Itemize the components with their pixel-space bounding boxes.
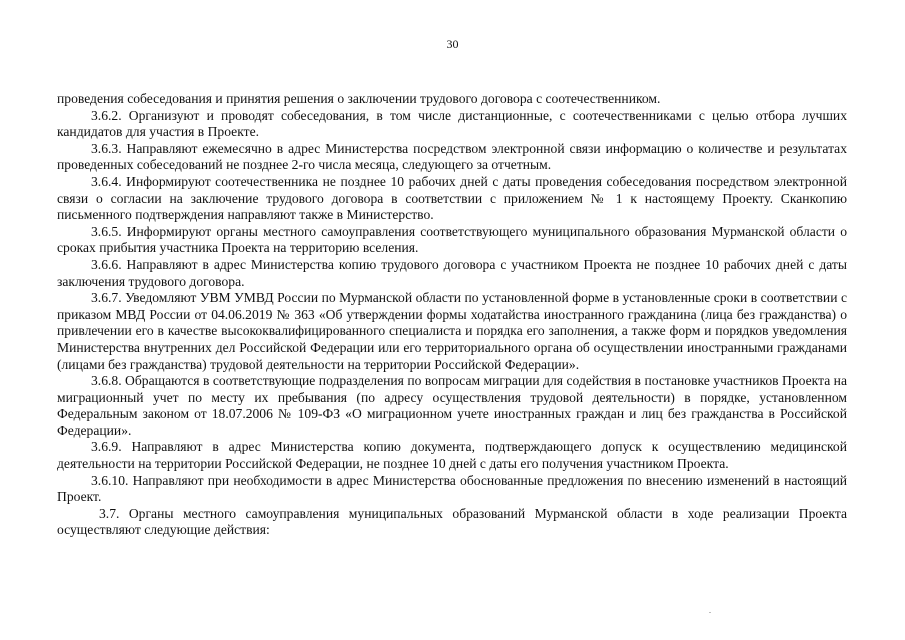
document-body: [57, 91, 847, 539]
paragraph-3-6-8: 3.6.8. Обращаются в соответствующие подразделения по вопросам миграции для содействия в постановке участников Проекта на миграционный учет по месту их пребывания (по адресу осуществления трудовой деятельности) в порядке, установленном Федеральным законом от 18.07.2006 № 109-ФЗ «О миграционном учете иностранных граждан и лиц без гражданства в Российской Федерации».: [57, 373, 847, 438]
paragraph-3-6-4: 3.6.4. Информируют соотечественника не позднее 10 рабочих дней с даты проведения собеседования посредством электронной связи о согласии на заключение трудового договора в соответствии с приложением № 1 к настоящему Проекту. Сканкопию письменного подтверждения направляют также в Министерство.: [57, 173, 847, 223]
paragraph-3-6-5: 3.6.5. Информируют органы местного самоуправления соответствующего муниципального образования Мурманской области о сроках прибытия участника Проекта на территорию вселения.: [57, 223, 847, 256]
paragraph-3-6-10: 3.6.10. Направляют при необходимости в адрес Министерства обоснованные предложения по внесению изменений в настоящий Проект.: [57, 472, 847, 505]
paragraph-3-6-3: 3.6.3. Направляют ежемесячно в адрес Министерства посредством электронной связи информацию о количестве и результатах проведенных собеседований не позднее 2-го числа месяца, следующего за отчетным.: [57, 140, 847, 173]
scan-speck: [709, 612, 711, 613]
paragraph-3-7: 3.7. Органы местного самоуправления муниципальных образований Мурманской области в ходе реализации Проекта осуществляют следующие действия:: [57, 505, 847, 538]
paragraph-3-6-7: 3.6.7. Уведомляют УВМ УМВД России по Мурманской области по установленной форме в установленные сроки в соответствии с приказом МВД России от 04.06.2019 № 363 «Об утверждении формы ходатайства иностранного гражданина (лица без гражданства) о привлечении его в качестве высококвалифицированного специалиста и порядка его заполнения, а также форм и порядков уведомления Министерства внутренних дел Российской Федерации или его территориального органа об осуществлении иностранными гражданами (лицами без гражданства) трудовой деятельности на территории Российской Федерации».: [57, 290, 847, 372]
page-number: 30: [446, 37, 459, 51]
paragraph-continuation: проведения собеседования и принятия решения о заключении трудового договора с соотечественником.: [57, 91, 661, 106]
paragraph-3-6-9: 3.6.9. Направляют в адрес Министерства копию документа, подтверждающего допуск к осуществлению медицинской деятельности на территории Российской Федерации, не позднее 10 дней с даты его получения участником Проекта.: [57, 439, 847, 472]
paragraph-3-6-2: 3.6.2. Организуют и проводят собеседования, в том числе дистанционные, с соотечественниками с целью отбора лучших кандидатов для участия в Проекте.: [57, 107, 847, 140]
paragraph-3-6-6: 3.6.6. Направляют в адрес Министерства копию трудового договора с участником Проекта не позднее 10 рабочих дней с даты заключения трудового договора.: [57, 256, 847, 289]
